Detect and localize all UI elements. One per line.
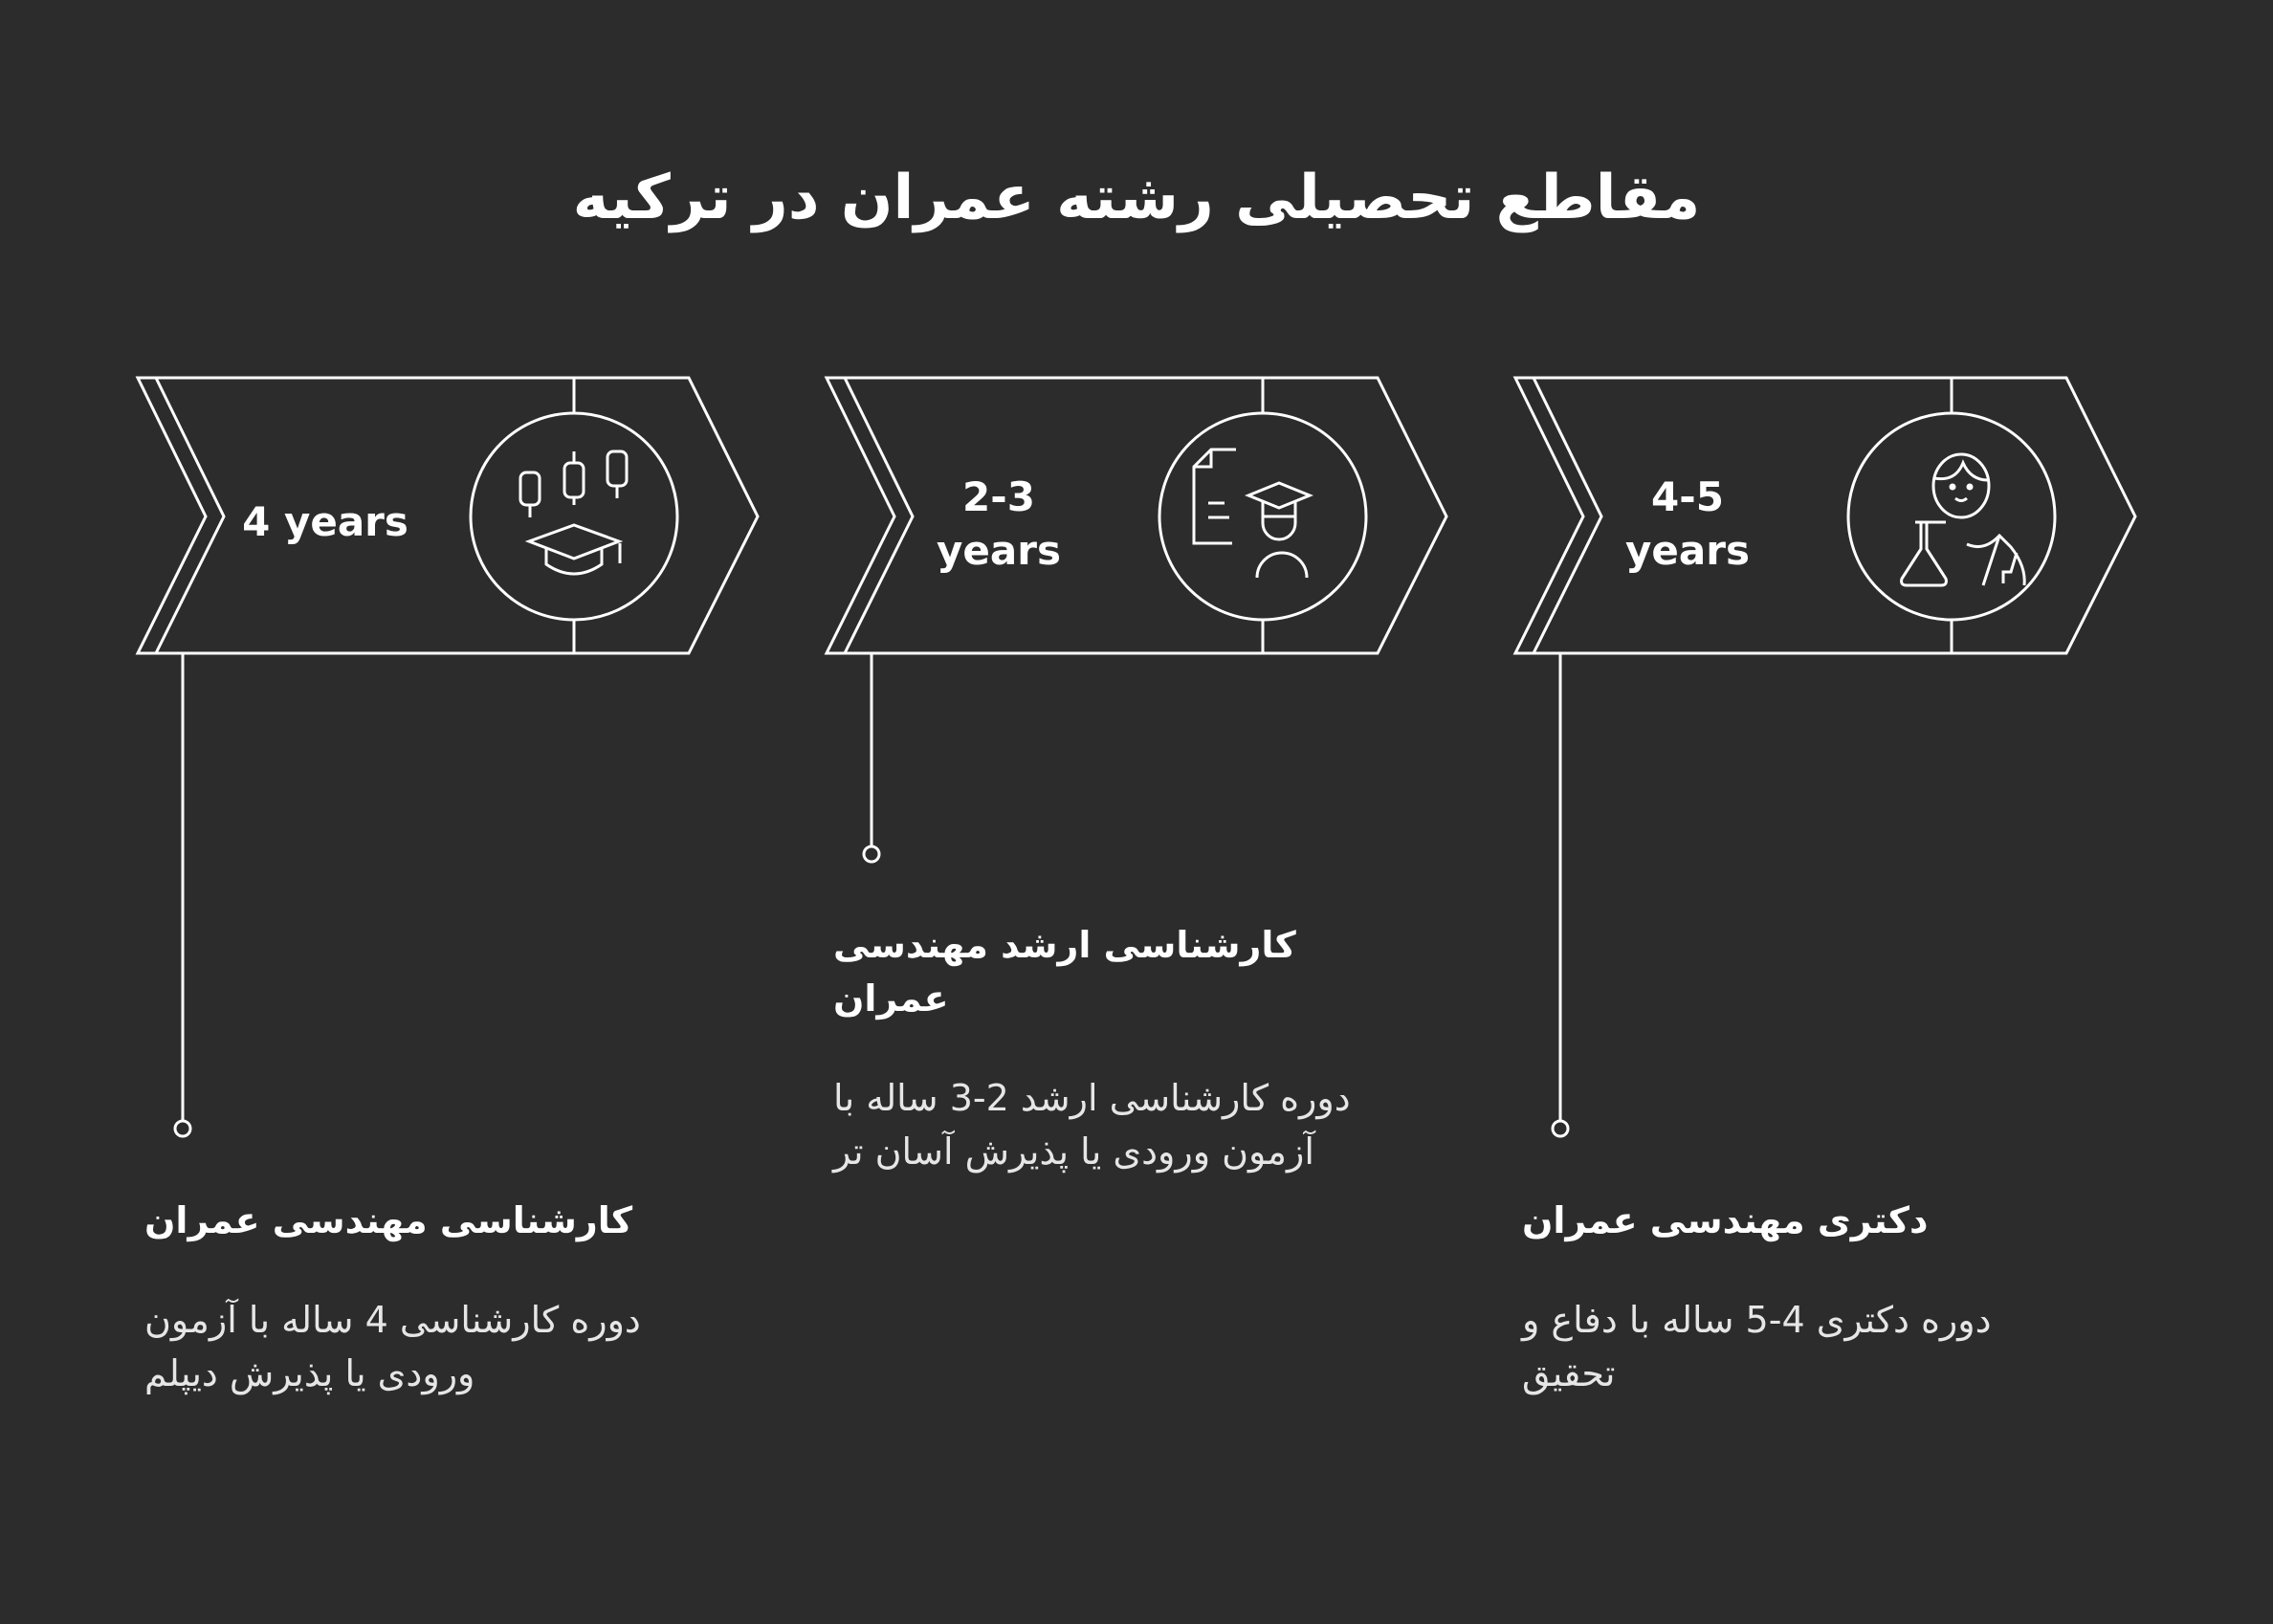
duration-line: 4 years	[242, 498, 408, 545]
stage-heading: کارشناسی ارشد مهندسی عمران	[833, 924, 1296, 1020]
stage-description: دوره دکتری 4-5 ساله با دفاع و تحقیق	[1522, 1299, 1992, 1394]
stage-description: دوره کارشناسی ارشد 2-3 ساله با آزمون ورودی یا پذیرش آسان تر	[833, 1077, 1351, 1173]
duration-line: 4-5	[1651, 473, 1724, 520]
stage-2-info	[833, 918, 1407, 1178]
duration-line: 2-3	[962, 473, 1035, 520]
stage-2-duration	[903, 471, 1094, 578]
stage-3-info	[1522, 1194, 2096, 1400]
page-title: مقاطع تحصیلی رشته عمران در ترکیه	[572, 163, 1701, 233]
stage-3-duration	[1592, 471, 1783, 578]
stage-heading: دکتری مهندسی عمران	[1522, 1199, 1929, 1241]
stage-description: دوره کارشناسی 4 ساله با آزمون ورودی یا پذیرش دیپلم	[144, 1299, 641, 1394]
duration-line: years	[937, 527, 1061, 574]
stage-2-chevron	[827, 378, 1446, 862]
stage-heading: کارشناسی مهندسی عمران	[144, 1199, 633, 1241]
stage-1-duration	[230, 495, 421, 549]
stage-1-chevron	[138, 378, 758, 1136]
duration-line: years	[1625, 527, 1750, 574]
stage-1-info	[144, 1194, 718, 1400]
